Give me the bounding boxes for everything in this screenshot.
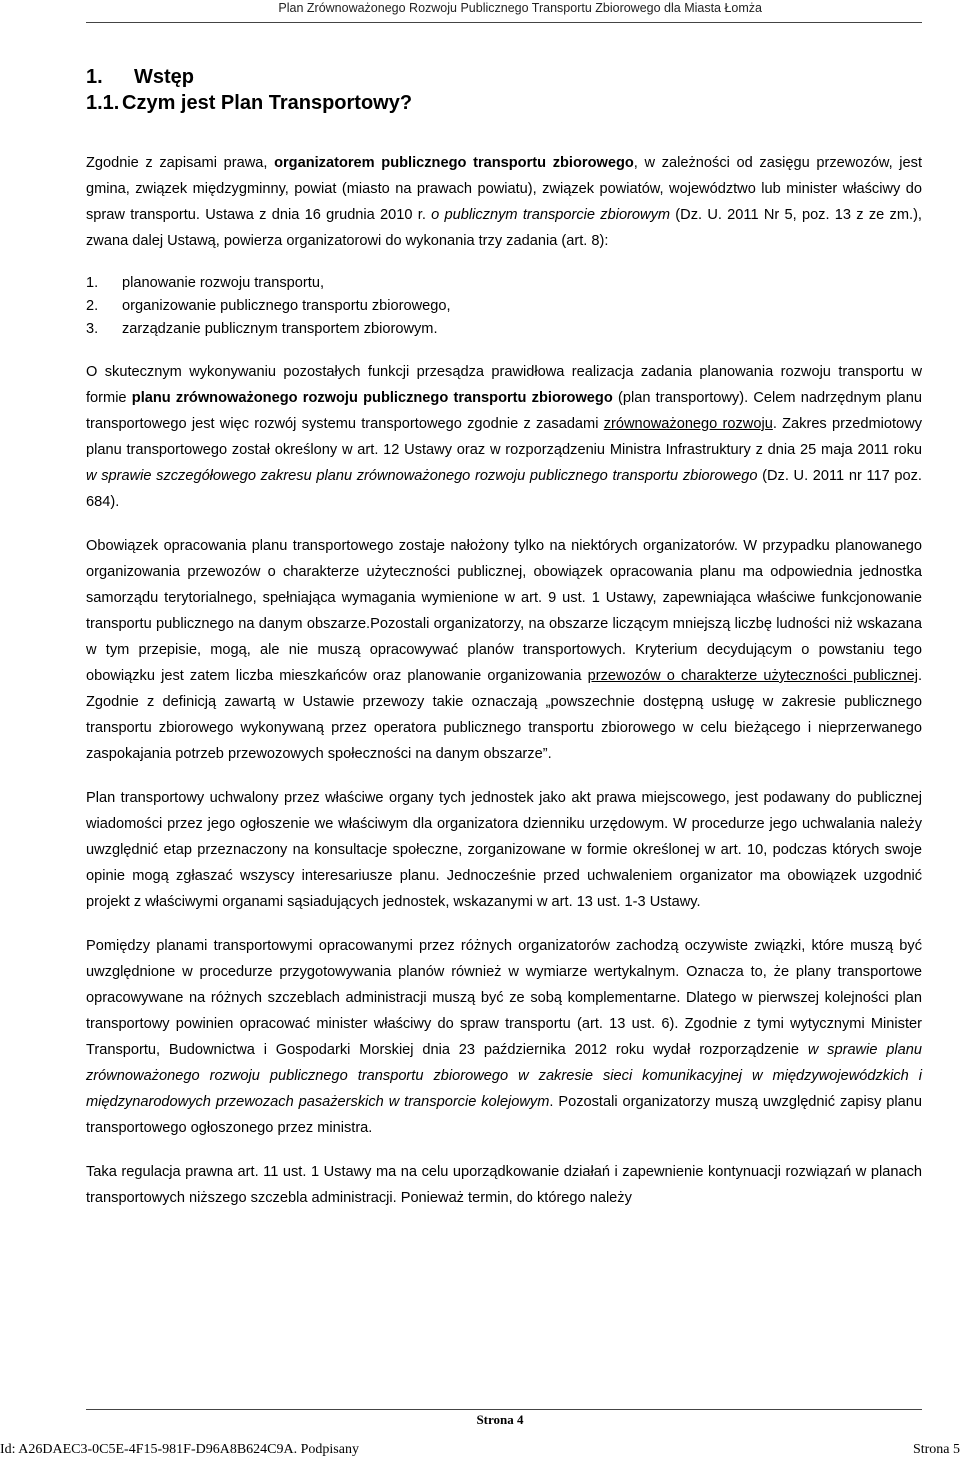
text-run: . Pozostali organizatorzy muszą uwzględnić zapisy planu transportowego ogłoszonego przez ministra. — [86, 1094, 922, 1136]
bold-run: organizatorem publicznego transportu zbiorowego — [274, 155, 634, 171]
text-run: (Dz. U. 2011 Nr 5, poz. 13 z ze zm.), zwana dalej Ustawą, powierza organizatorowi do wykonania trzy zadania (art. 8): — [86, 207, 922, 249]
list-text: organizowanie publicznego transportu zbiorowego, — [122, 298, 451, 314]
italic-run: w sprawie szczegółowego zakresu planu zrównoważonego rozwoju publicznego transportu zbiorowego — [86, 468, 758, 484]
header-rule — [86, 22, 922, 23]
text-run: Obowiązek opracowania planu transportowego zostaje nałożony tylko na niektórych organizatorów. W przypadku planowanego organizowania przewozów o charakterze użyteczności publicznej, obowiązek opracowania planu ma odpowiednia jednostka samorządu terytorialnego, spełniająca wymagania wymienione w art. 9 ust. 1 Ustawy, zapewniająca właściwe funkcjonowanie transportu publicznego na danym obszarze.Pozostali organizatorzy, na obszarze liczącym mniejszą liczbę ludności niż wskazana w tym przepisie, mogą, ale nie muszą opracowywać planów transportowych. Kryterium decydującym o powstaniu tego obowiązku jest zatem liczba mieszkańców oraz planowanie organizowania — [86, 538, 922, 684]
list-item — [86, 318, 922, 341]
section-title: Wstęp — [134, 66, 194, 88]
signature-stamp-id: Id: A26DAEC3-0C5E-4F15-981F-D96A8B624C9A. Podpisany — [0, 1442, 359, 1457]
paragraph-hierarchy — [86, 933, 922, 1141]
underlined-run: zrównoważonego rozwoju — [603, 416, 773, 432]
task-list — [86, 272, 922, 341]
paragraph-plan-purpose — [86, 359, 922, 515]
subsection-title: Czym jest Plan Transportowy? — [122, 92, 413, 114]
text-run: Zgodnie z zapisami prawa, — [86, 155, 275, 171]
paragraph-adoption: Plan transportowy uchwalony przez właściwe organy tych jednostek jako akt prawa miejscowego, jest podawany do publicznej wiadomości przez jego ogłoszenie we właściwym dla organizatora dzienniku urzędowym. W procedurze jego uchwalania należy uwzględnić etap przeznaczony na konsultacje społeczne, zorganizowane w formie określonej w art. 10, podczas których swoje opinie mogą zgłaszać wszyscy interesariusze planu. Jednocześnie przed uchwaleniem organizator ma obowiązek uzgodnić projekt z właściwymi organami sąsiadujących jednostek, wskazanymi w art. 13 ust. 1-3 Ustawy. — [86, 790, 922, 910]
text-run: (Dz. U. 2011 nr 117 poz. 684). — [86, 468, 922, 510]
list-number: 1. — [86, 275, 99, 291]
list-number: 3. — [86, 321, 99, 337]
page-number: Strona 4 — [476, 1412, 524, 1427]
section-number: 1. — [86, 66, 103, 88]
italic-run: w sprawie planu zrównoważonego rozwoju publicznego transportu zbiorowego w zakresie sieci komunikacyjnej w międzywojewódzkich i międzynarodowych przewozach pasażerskich w transporcie kolejowym — [86, 1042, 922, 1110]
paragraph-intro — [86, 150, 922, 254]
text-run: . Zakres przedmiotowy planu transportowego został określony w art. 12 Ustawy oraz w rozporządzeniu Ministra Infrastruktury z dnia 25 maja 2011 roku — [86, 416, 923, 458]
page-content — [86, 64, 922, 1229]
stamp-page-number: Strona 5 — [912, 1442, 960, 1457]
list-item — [86, 272, 922, 295]
running-header: Plan Zrównoważonego Rozwoju Publicznego Transportu Zbiorowego dla Miasta Łomża — [278, 1, 762, 15]
subsection-heading — [86, 90, 922, 116]
subsection-number: 1.1. — [86, 92, 120, 114]
underlined-run: przewozów o charakterze użyteczności publicznej — [587, 668, 918, 684]
text-run: (plan transportowy). Celem nadrzędnym planu transportowego jest więc rozwój systemu transportowego zgodnie z zasadami — [86, 390, 922, 432]
italic-run: o publicznym transporcie zbiorowym — [431, 207, 671, 223]
paragraph-obligation — [86, 533, 922, 767]
list-number: 2. — [86, 298, 99, 314]
footer-rule — [86, 1409, 922, 1410]
text-run: , w zależności od zasięgu przewozów, jest gmina, związek międzygminny, powiat (miasto na prawach powiatu), związek powiatów, województwo lub minister właściwy do spraw transportu. Ustawa z dnia 16 grudnia 2010 r. — [86, 155, 922, 223]
paragraph-regulation: Taka regulacja prawna art. 11 ust. 1 Ustawy ma na celu uporządkowanie działań i zapewnienie kontynuacji rozwiązań w planach transportowych niższego szczebla administracji. Ponieważ termin, do którego należy — [86, 1164, 922, 1206]
section-heading — [86, 64, 922, 90]
text-run: Pomiędzy planami transportowymi opracowanymi przez różnych organizatorów zachodzą oczywiste związki, które muszą być uwzględnione w procedurze przygotowywania planów również w wymiarze wertykalnym. Oznacza to, że plany transportowe opracowywane na różnych szczeblach administracji muszą być ze sobą komplementarne. Dlatego w pierwszej kolejności plan transportowy powinien opracować minister właściwy do spraw transportu (art. 13 ust. 6). Zgodnie z tymi wytycznymi Minister Transportu, Budownictwa i Gospodarki Morskiej dnia 23 października 2012 roku wydał rozporządzenie — [86, 938, 922, 1058]
list-text: zarządzanie publicznym transportem zbiorowym. — [122, 321, 438, 337]
text-run: . Zgodnie z definicją zawartą w Ustawie przewozy takie oznaczają „powszechnie dostępną usługę w zakresie publicznego transportu zbiorowego wykonywaną przez operatora publicznego transportu zbiorowego w celu bieżącego i nieprzerwanego zaspokajania potrzeb przewozowych społeczności na danym obszarze”. — [86, 668, 922, 762]
bold-run: planu zrównoważonego rozwoju publicznego transportu zbiorowego — [131, 390, 613, 406]
list-item — [86, 295, 922, 318]
list-text: planowanie rozwoju transportu, — [122, 275, 324, 291]
text-run: O skutecznym wykonywaniu pozostałych funkcji przesądza prawidłowa realizacja zadania planowania rozwoju transportu w formie — [86, 364, 922, 406]
